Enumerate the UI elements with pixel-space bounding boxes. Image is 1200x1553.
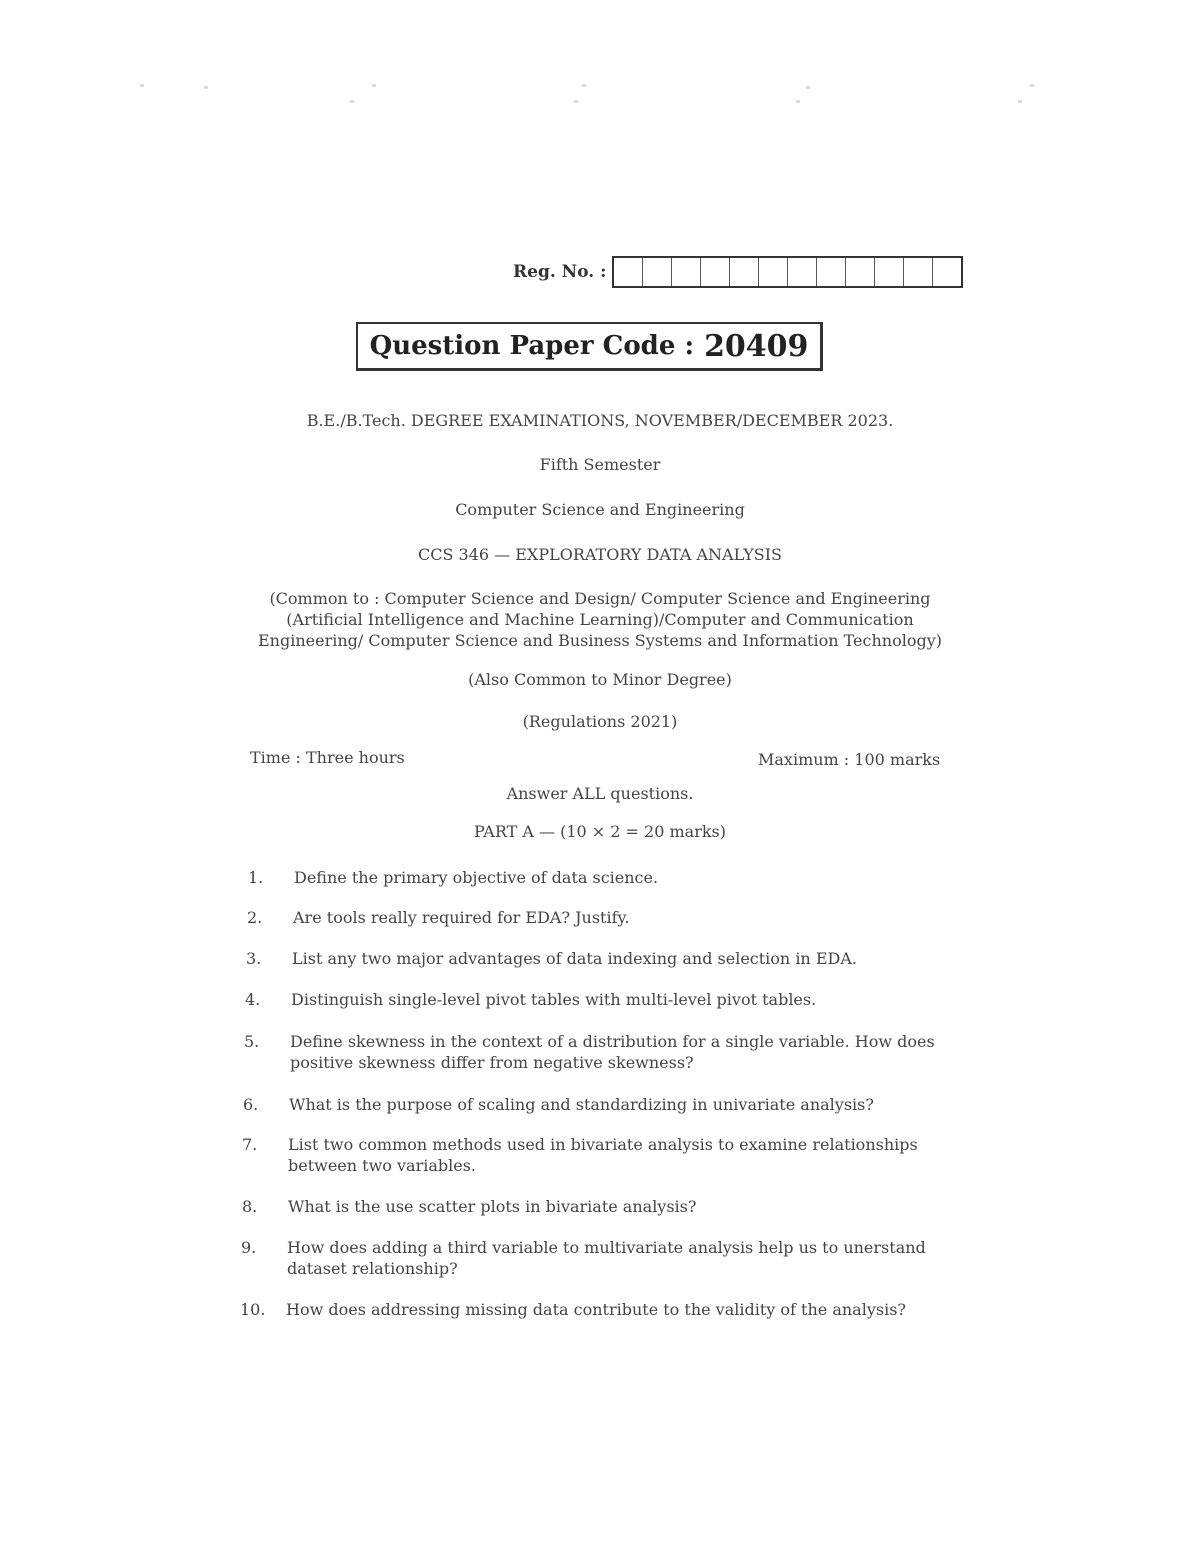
reg-no-label: Reg. No. : bbox=[513, 262, 607, 282]
question-text: Are tools really required for EDA? Justify. bbox=[293, 908, 630, 927]
scan-speck bbox=[806, 86, 810, 89]
question-text: What is the purpose of scaling and standardizing in univariate analysis? bbox=[289, 1095, 874, 1114]
also-common: (Also Common to Minor Degree) bbox=[468, 670, 732, 689]
reg-no-box[interactable] bbox=[904, 258, 933, 286]
question-text: List two common methods used in bivariate analysis to examine relationships between two variables. bbox=[288, 1135, 918, 1175]
maximum-marks: Maximum : 100 marks bbox=[758, 750, 941, 769]
question-number: 1. bbox=[248, 868, 264, 887]
question-number: 10. bbox=[240, 1300, 266, 1319]
reg-no-box[interactable] bbox=[672, 258, 701, 286]
reg-no-boxes[interactable] bbox=[612, 256, 963, 288]
reg-no-field bbox=[513, 256, 963, 288]
question-number: 2. bbox=[247, 908, 263, 927]
question-text: Define skewness in the context of a distribution for a single variable. How does positive skewness differ from negative skewness? bbox=[290, 1032, 935, 1072]
common-to-line: (Common to : Computer Science and Design/ Computer Science and Engineering bbox=[269, 589, 931, 608]
reg-no-box[interactable] bbox=[817, 258, 846, 286]
question-number: 6. bbox=[243, 1095, 259, 1114]
exam-title: B.E./B.Tech. DEGREE EXAMINATIONS, NOVEMBER/DECEMBER 2023. bbox=[306, 411, 894, 430]
semester: Fifth Semester bbox=[539, 455, 661, 474]
question-text: Define the primary objective of data science. bbox=[294, 868, 659, 887]
question-text: Distinguish single-level pivot tables with multi-level pivot tables. bbox=[291, 990, 817, 1009]
question-text: How does addressing missing data contribute to the validity of the analysis? bbox=[286, 1300, 906, 1319]
question-paper-code: 20409 bbox=[704, 328, 809, 364]
time-allowed: Time : Three hours bbox=[250, 748, 405, 767]
question-number: 7. bbox=[242, 1135, 258, 1154]
reg-no-box[interactable] bbox=[730, 258, 759, 286]
part-a-heading: PART A — (10 × 2 = 20 marks) bbox=[474, 822, 726, 841]
reg-no-box[interactable] bbox=[846, 258, 875, 286]
scan-speck bbox=[796, 100, 800, 103]
scan-speck bbox=[140, 84, 144, 87]
scan-speck bbox=[204, 86, 208, 89]
reg-no-box[interactable] bbox=[614, 258, 643, 286]
reg-no-box[interactable] bbox=[643, 258, 672, 286]
common-to-line: Engineering/ Computer Science and Business Systems and Information Technology) bbox=[257, 631, 942, 650]
scan-speck bbox=[582, 84, 586, 87]
question-number: 8. bbox=[242, 1197, 258, 1216]
reg-no-box[interactable] bbox=[701, 258, 730, 286]
question-text: How does adding a third variable to multivariate analysis help us to unerstand dataset relationship? bbox=[287, 1238, 926, 1278]
reg-no-box[interactable] bbox=[875, 258, 904, 286]
scan-speck bbox=[574, 100, 578, 103]
question-paper-code-label: Question Paper Code : bbox=[369, 331, 695, 361]
question-paper-code-box bbox=[356, 322, 823, 371]
course-title: CCS 346 — EXPLORATORY DATA ANALYSIS bbox=[418, 545, 782, 564]
common-to-block bbox=[0, 588, 1200, 651]
reg-no-box[interactable] bbox=[933, 258, 961, 286]
common-to-line: (Artificial Intelligence and Machine Learning)/Computer and Communication bbox=[286, 610, 914, 629]
scan-speck bbox=[350, 100, 354, 103]
reg-no-box[interactable] bbox=[759, 258, 788, 286]
question-number: 5. bbox=[244, 1032, 260, 1051]
scan-speck bbox=[1018, 100, 1022, 103]
scan-speck bbox=[1030, 84, 1034, 87]
question-number: 9. bbox=[241, 1238, 257, 1257]
instruction: Answer ALL questions. bbox=[506, 784, 694, 803]
regulations: (Regulations 2021) bbox=[522, 712, 678, 731]
reg-no-box[interactable] bbox=[788, 258, 817, 286]
question-text: What is the use scatter plots in bivariate analysis? bbox=[288, 1197, 697, 1216]
question-number: 4. bbox=[245, 990, 261, 1009]
question-number: 3. bbox=[246, 949, 262, 968]
question-text: List any two major advantages of data indexing and selection in EDA. bbox=[292, 949, 857, 968]
scan-speck bbox=[372, 84, 376, 87]
department: Computer Science and Engineering bbox=[455, 500, 745, 519]
